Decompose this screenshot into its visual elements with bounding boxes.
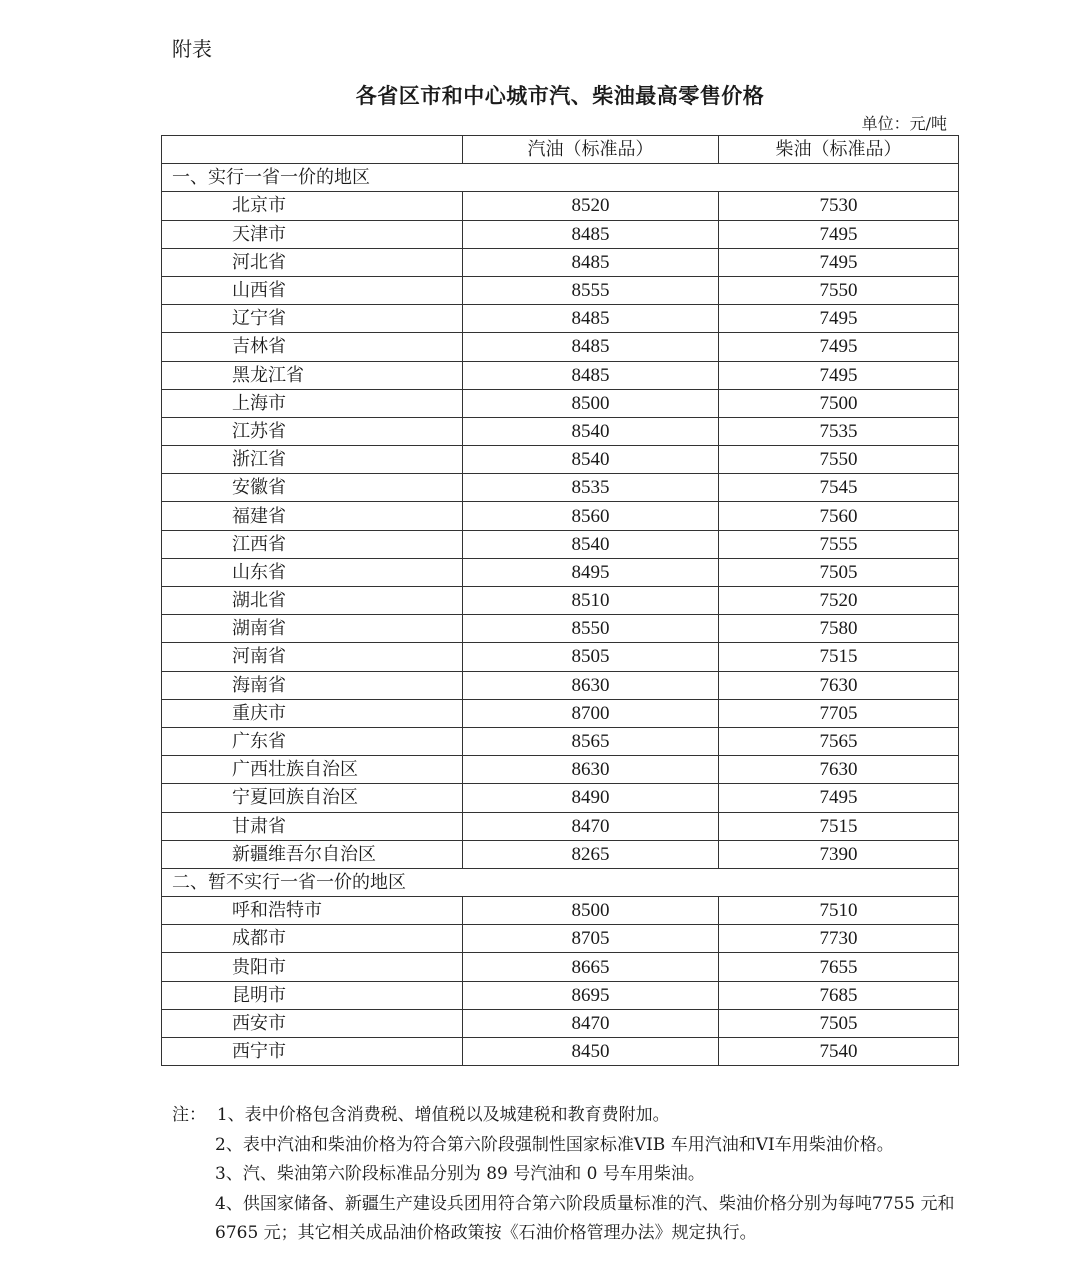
region-cell: 山东省 [162,558,463,586]
table-row [162,840,959,868]
section-label: 一、实行一省一价的地区 [162,164,959,192]
gasoline-price-cell: 8495 [463,558,719,586]
diesel-price-cell: 7530 [719,192,959,220]
diesel-price-cell: 7535 [719,417,959,445]
region-cell: 西安市 [162,1009,463,1037]
gasoline-price-cell: 8565 [463,727,719,755]
region-cell: 海南省 [162,671,463,699]
gasoline-price-cell: 8630 [463,756,719,784]
table-row [162,643,959,671]
gasoline-price-cell: 8700 [463,699,719,727]
region-cell: 昆明市 [162,981,463,1009]
region-cell: 安徽省 [162,474,463,502]
table-row [162,333,959,361]
notes [172,1101,962,1249]
diesel-price-cell: 7555 [719,530,959,558]
table-row [162,530,959,558]
diesel-price-cell: 7560 [719,502,959,530]
gasoline-price-cell: 8485 [463,248,719,276]
region-cell: 重庆市 [162,699,463,727]
gasoline-price-cell: 8505 [463,643,719,671]
gasoline-price-cell: 8630 [463,671,719,699]
diesel-price-cell: 7520 [719,587,959,615]
gasoline-price-cell: 8540 [463,446,719,474]
diesel-price-cell: 7515 [719,643,959,671]
table-row [162,727,959,755]
appendix-label: 附表 [172,37,212,61]
gasoline-price-cell: 8485 [463,305,719,333]
gasoline-price-cell: 8540 [463,530,719,558]
region-cell: 河北省 [162,248,463,276]
document-title: 各省区市和中心城市汽、柴油最高零售价格 [355,84,765,108]
gasoline-price-cell: 8485 [463,333,719,361]
diesel-price-cell: 7655 [719,953,959,981]
region-cell: 吉林省 [162,333,463,361]
notes-prefix: 注： [172,1105,206,1125]
gasoline-price-cell: 8500 [463,389,719,417]
region-cell: 江西省 [162,530,463,558]
gasoline-price-cell: 8500 [463,897,719,925]
diesel-price-cell: 7630 [719,756,959,784]
table-row [162,1038,959,1066]
region-cell: 呼和浩特市 [162,897,463,925]
diesel-price-cell: 7515 [719,812,959,840]
diesel-price-cell: 7705 [719,699,959,727]
diesel-price-cell: 7540 [719,1038,959,1066]
diesel-price-cell: 7545 [719,474,959,502]
gasoline-price-cell: 8490 [463,784,719,812]
table-row [162,389,959,417]
region-cell: 黑龙江省 [162,361,463,389]
table-row [162,248,959,276]
diesel-price-cell: 7495 [719,305,959,333]
diesel-price-cell: 7495 [719,784,959,812]
note-4: 4、供国家储备、新疆生产建设兵团用符合第六阶段质量标准的汽、柴油价格分别为每吨7755 元和 6765 元；其它相关成品油价格政策按《石油价格管理办法》规定执行。 [215,1193,955,1243]
gasoline-price-cell: 8265 [463,840,719,868]
diesel-price-cell: 7685 [719,981,959,1009]
diesel-price-cell: 7495 [719,361,959,389]
table-row [162,981,959,1009]
table-row [162,699,959,727]
region-cell: 成都市 [162,925,463,953]
table-row [162,615,959,643]
header-region [162,136,463,164]
diesel-price-cell: 7505 [719,558,959,586]
diesel-price-cell: 7630 [719,671,959,699]
section-label: 二、暂不实行一省一价的地区 [162,868,959,896]
region-cell: 浙江省 [162,446,463,474]
table-row [162,502,959,530]
table-row [162,756,959,784]
table-row [162,361,959,389]
diesel-price-cell: 7550 [719,276,959,304]
region-cell: 福建省 [162,502,463,530]
gasoline-price-cell: 8665 [463,953,719,981]
gasoline-price-cell: 8705 [463,925,719,953]
note-1: 注： 1、表中价格包含消费税、增值税以及城建税和教育费附加。 [172,1105,670,1125]
diesel-price-cell: 7495 [719,248,959,276]
table-row [162,446,959,474]
region-cell: 上海市 [162,389,463,417]
table-row [162,671,959,699]
region-cell: 新疆维吾尔自治区 [162,840,463,868]
table-row [162,305,959,333]
table-row [162,925,959,953]
gasoline-price-cell: 8550 [463,615,719,643]
table-row [162,953,959,981]
region-cell: 甘肃省 [162,812,463,840]
gasoline-price-cell: 8695 [463,981,719,1009]
gasoline-price-cell: 8520 [463,192,719,220]
table-row [162,812,959,840]
diesel-price-cell: 7510 [719,897,959,925]
gasoline-price-cell: 8485 [463,361,719,389]
gasoline-price-cell: 8450 [463,1038,719,1066]
table-row [162,784,959,812]
region-cell: 天津市 [162,220,463,248]
section-header-row [162,868,959,896]
region-cell: 西宁市 [162,1038,463,1066]
table-row [162,587,959,615]
diesel-price-cell: 7550 [719,446,959,474]
gasoline-price-cell: 8540 [463,417,719,445]
diesel-price-cell: 7495 [719,333,959,361]
region-cell: 广东省 [162,727,463,755]
note-3: 3、汽、柴油第六阶段标准品分别为 89 号汽油和 0 号车用柴油。 [215,1164,705,1184]
table-row [162,220,959,248]
diesel-price-cell: 7580 [719,615,959,643]
region-cell: 山西省 [162,276,463,304]
price-table [161,135,959,1066]
diesel-price-cell: 7495 [719,220,959,248]
gasoline-price-cell: 8485 [463,220,719,248]
unit-label: 单位：元/吨 [861,114,947,133]
table-header-row [162,136,959,164]
gasoline-price-cell: 8470 [463,812,719,840]
header-diesel: 柴油（标准品） [719,136,959,164]
region-cell: 贵阳市 [162,953,463,981]
table-row [162,558,959,586]
diesel-price-cell: 7730 [719,925,959,953]
region-cell: 河南省 [162,643,463,671]
table-row [162,276,959,304]
region-cell: 北京市 [162,192,463,220]
table-row [162,474,959,502]
header-gasoline: 汽油（标准品） [463,136,719,164]
diesel-price-cell: 7390 [719,840,959,868]
table-row [162,192,959,220]
table-row [162,417,959,445]
section-header-row [162,164,959,192]
region-cell: 湖南省 [162,615,463,643]
table-row [162,897,959,925]
gasoline-price-cell: 8510 [463,587,719,615]
gasoline-price-cell: 8535 [463,474,719,502]
note-2: 2、表中汽油和柴油价格为符合第六阶段强制性国家标准VIB 车用汽油和VI车用柴油价格。 [215,1134,894,1155]
gasoline-price-cell: 8470 [463,1009,719,1037]
diesel-price-cell: 7565 [719,727,959,755]
diesel-price-cell: 7505 [719,1009,959,1037]
diesel-price-cell: 7500 [719,389,959,417]
region-cell: 广西壮族自治区 [162,756,463,784]
gasoline-price-cell: 8555 [463,276,719,304]
region-cell: 湖北省 [162,587,463,615]
region-cell: 江苏省 [162,417,463,445]
table-row [162,1009,959,1037]
region-cell: 辽宁省 [162,305,463,333]
region-cell: 宁夏回族自治区 [162,784,463,812]
gasoline-price-cell: 8560 [463,502,719,530]
